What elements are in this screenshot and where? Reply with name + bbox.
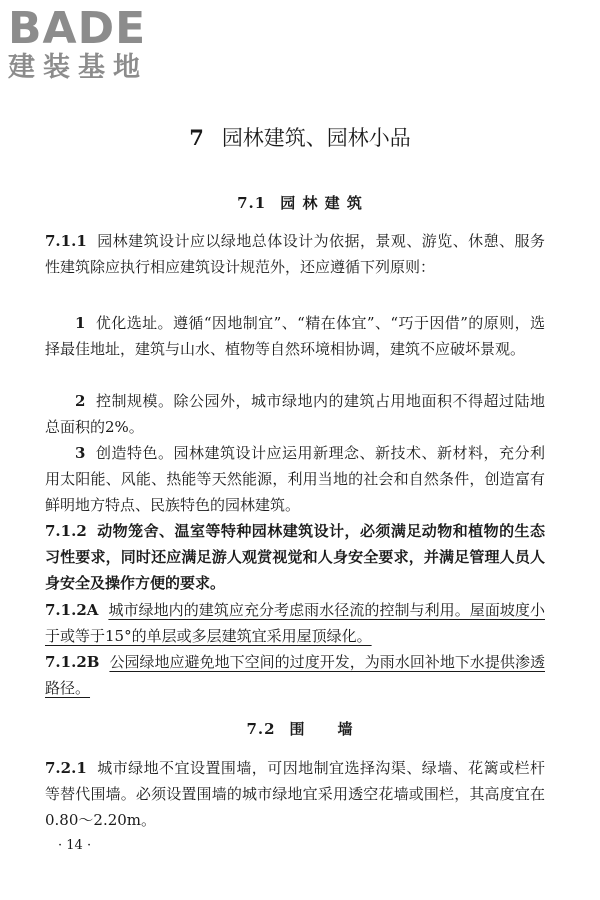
item-number: 1	[75, 314, 86, 332]
clause-number: 7.1.2A	[45, 601, 99, 619]
clause-text: 城市绿地内的建筑应充分考虑雨水径流的控制与利用。屋面坡度小于或等于15°的单层或多层建筑宜采用屋顶绿化。	[45, 601, 545, 645]
bade-logo	[8, 3, 188, 84]
section-number: 7.2	[246, 720, 276, 738]
item-2	[45, 388, 545, 440]
section-number: 7.1	[237, 194, 267, 212]
item-text: 优化选址。遵循“因地制宜”、“精在体宜”、“巧于因借”的原则，选择最佳地址，建筑与山水、植物等自然环境相协调，建筑不应破坏景观。	[45, 314, 545, 358]
clause-7-1-2a	[45, 597, 545, 649]
logo-subtitle: 建装基地	[8, 52, 148, 83]
chapter-number: 7	[189, 125, 204, 150]
section-title: 围 墙	[289, 720, 354, 738]
clause-text: 公园绿地应避免地下空间的过度开发，为雨水回补地下水提供渗透路径。	[45, 653, 545, 697]
clause-7-2-1	[45, 755, 545, 833]
section-title: 园 林 建 筑	[280, 194, 363, 212]
clause-text: 动物笼舍、温室等特种园林建筑设计，必须满足动物和植物的生态习性要求，同时还应满足游人观赏视觉和人身安全要求，并满足管理人员人身安全及操作方便的要求。	[45, 522, 545, 592]
item-1	[45, 310, 545, 362]
item-number: 2	[75, 392, 86, 410]
item-3	[45, 440, 545, 518]
clause-7-1-2b	[45, 649, 545, 701]
clause-7-1-2	[45, 518, 545, 596]
section-heading-7-2	[0, 718, 600, 739]
section-heading-7-1	[0, 192, 600, 213]
item-number: 3	[75, 444, 86, 462]
item-text: 创造特色。园林建筑设计应运用新理念、新技术、新材料，充分利用太阳能、风能、热能等天然能源，利用当地的社会和自然条件，创造富有鲜明地方特点、民族特色的园林建筑。	[45, 444, 545, 514]
chapter-heading	[0, 122, 600, 152]
chapter-title: 园林建筑、园林小品	[221, 126, 411, 150]
clause-number: 7.2.1	[45, 759, 87, 777]
clause-number: 7.1.2	[45, 522, 87, 540]
clause-text: 园林建筑设计应以绿地总体设计为依据，景观、游览、休憩、服务性建筑除应执行相应建筑设计规范外，还应遵循下列原则：	[45, 232, 545, 276]
clause-text: 城市绿地不宜设置围墙，可因地制宜选择沟渠、绿墙、花篱或栏杆等替代围墙。必须设置围墙的城市绿地宜采用透空花墙或围栏，其高度宜在0.80～2.20m。	[45, 759, 545, 829]
clause-number: 7.1.2B	[45, 653, 100, 671]
item-text: 控制规模。除公园外，城市绿地内的建筑占用地面积不得超过陆地总面积的2%。	[45, 392, 545, 436]
page-number: · 14 ·	[58, 838, 92, 853]
logo-wordmark: BADE	[8, 3, 147, 54]
clause-7-1-1	[45, 228, 545, 280]
clause-number: 7.1.1	[45, 232, 87, 250]
